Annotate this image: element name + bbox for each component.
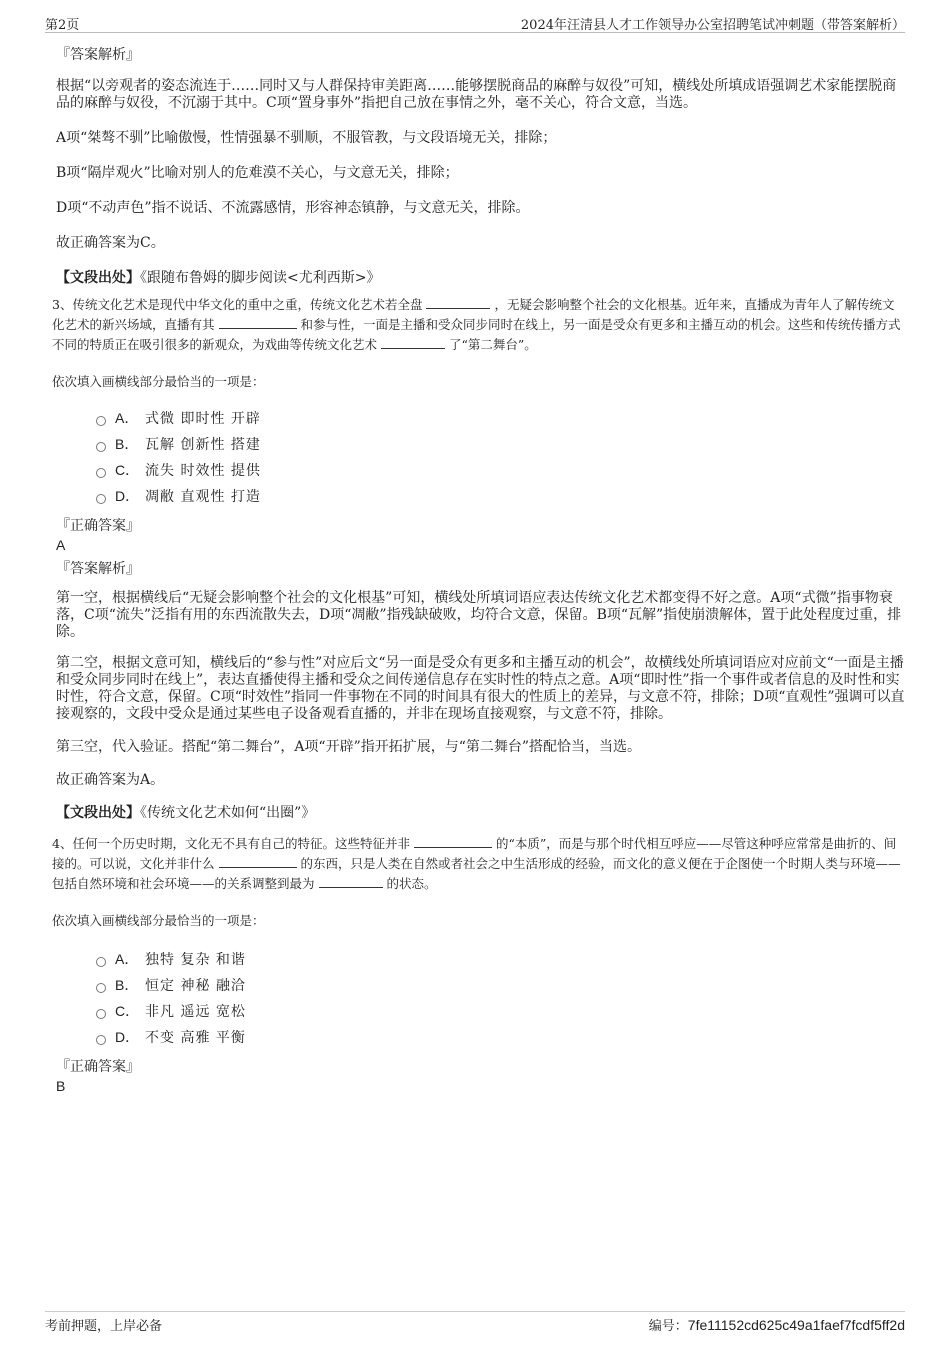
option-c[interactable] [96, 457, 905, 483]
option-b[interactable] [96, 972, 905, 998]
code-label: 编号： [648, 1319, 688, 1334]
question-4 [52, 834, 905, 1095]
option-key: B． [115, 436, 139, 452]
analysis-paragraph: 故正确答案为A。 [56, 772, 165, 788]
fill-blank [219, 316, 297, 329]
correct-answer-heading: 『正确答案』 [56, 1059, 140, 1075]
stem-text: 的“本质”，而是与那个时代相互呼应——尽管这种呼应常常是曲折的、间接的。可以说，文化并非什么 [52, 836, 897, 871]
radio-icon[interactable] [96, 957, 106, 967]
source-line [56, 805, 905, 822]
analysis-paragraph: A项“桀骜不驯”比喻傲慢，性情强暴不驯顺，不服管教，与文段语境无关，排除； [56, 130, 557, 146]
source-line [56, 270, 905, 287]
question-2-analysis [56, 44, 905, 287]
code-value: 7fe11152cd625c49a1faef7fcdf5ff2d [687, 1317, 905, 1333]
page-header [45, 12, 905, 33]
option-d[interactable] [96, 483, 905, 509]
radio-icon[interactable] [96, 983, 106, 993]
page-footer [45, 1311, 905, 1334]
option-a[interactable] [96, 946, 905, 972]
fill-blank [219, 855, 297, 868]
option-b[interactable] [96, 431, 905, 457]
document-title: 2024年汪清县人才工作领导办公室招聘笔试冲刺题（带答案解析） [520, 18, 905, 33]
fill-blank [381, 336, 445, 349]
option-a[interactable] [96, 405, 905, 431]
analysis-heading: 『答案解析』 [56, 561, 140, 577]
option-key: A． [115, 410, 139, 426]
radio-icon[interactable] [96, 416, 106, 426]
option-key: B． [115, 977, 139, 993]
analysis-heading: 『答案解析』 [56, 47, 140, 63]
source-text: 《传统文化艺术如何“出圈”》 [140, 805, 316, 821]
radio-icon[interactable] [96, 468, 106, 478]
question-prompt: 依次填入画横线部分最恰当的一项是： [52, 913, 265, 928]
question-stem [52, 295, 905, 355]
correct-answer: A [56, 537, 66, 553]
fill-blank [414, 835, 492, 848]
option-text: 恒定 神秘 融洽 [145, 978, 246, 994]
option-text: 独特 复杂 和谐 [145, 952, 246, 968]
analysis-paragraph: 故正确答案为C。 [56, 235, 165, 251]
radio-icon[interactable] [96, 494, 106, 504]
stem-text: ，无疑会影响整个社会的文化根基。近年来，直播成为青年人了解传统文化艺术的新兴场域，直播有其 [52, 297, 895, 332]
source-text: 《跟随布鲁姆的脚步阅读<尤利西斯>》 [140, 270, 381, 286]
option-key: D． [115, 1029, 140, 1045]
option-text: 流失 时效性 提供 [145, 463, 261, 479]
radio-icon[interactable] [96, 442, 106, 452]
option-list [96, 946, 905, 1050]
page-content [52, 44, 905, 1095]
option-key: C． [115, 1003, 140, 1019]
footer-slogan: 考前押题，上岸必备 [45, 1319, 163, 1334]
analysis-paragraph: 第三空，代入验证。搭配“第二舞台”，A项“开辟”指开拓扩展，与“第二舞台”搭配恰当，当选。 [56, 739, 642, 755]
option-text: 式微 即时性 开辟 [145, 411, 261, 427]
fill-blank [319, 875, 383, 888]
correct-answer: B [56, 1078, 66, 1094]
option-c[interactable] [96, 998, 905, 1024]
stem-text: 的东西，只是人类在自然或者社会之中生活形成的经验，而文化的意义便在于企图使一个时期人类与环境——包括自然环境和社会环境——的关系调整到最为 [52, 856, 901, 891]
analysis-paragraph: 第二空，根据文意可知，横线后的“参与性”对应后文“另一面是受众有更多和主播互动的机会”，故横线处所填词语应对应前文“一面是主播和受众同步同时在线上”，表达直播使得主播和受众之间传递信息存在实时性的特点之意。A项“即时性”指一个事件或者信息的及时性和实时性，符合文意，保留。C项“时效性”指同一件事物在不同的时间具有很大的性质上的差异，与文意不符，排除；D项“直观性”强调可以直接观察的，文段中受众是通过某些电子设备观看直播的，并非在现场直接观察，与文意不符，排除。 [56, 655, 905, 722]
option-text: 凋敝 直观性 打造 [145, 489, 261, 505]
stem-text: 了“第二舞台”。 [449, 337, 537, 352]
question-3 [52, 295, 905, 822]
question-stem [52, 834, 905, 894]
correct-answer-heading: 『正确答案』 [56, 518, 140, 534]
option-key: D． [115, 488, 140, 504]
analysis-paragraph: B项“隔岸观火”比喻对别人的危难漠不关心，与文意无关，排除； [56, 165, 459, 181]
fill-blank [426, 296, 490, 309]
option-text: 非凡 遥远 宽松 [145, 1004, 246, 1020]
page-number: 第2页 [45, 18, 80, 33]
radio-icon[interactable] [96, 1035, 106, 1045]
stem-text: 和参与性，一面是主播和受众同步同时在线上，另一面是受众有更多和主播互动的机会。这些和传统传播方式不同的特质正在吸引很多的新观众，为戏曲等传统文化艺术 [52, 317, 901, 352]
stem-text: 3、传统文化艺术是现代中华文化的重中之重，传统文化艺术若全盘 [52, 297, 423, 312]
analysis-paragraph: 根据“以旁观者的姿态流连于……同时又与人群保持审美距离……能够摆脱商品的麻醉与奴役”可知，横线处所填成语强调艺术家能摆脱商品的麻醉与奴役，不沉溺于其中。C项“置身事外”指把自己放在事情之外，毫不关心，符合文意，当选。 [56, 78, 897, 111]
radio-icon[interactable] [96, 1009, 106, 1019]
stem-text: 4、任何一个历史时期，文化无不具有自己的特征。这些特征并非 [52, 836, 410, 851]
source-label: 【文段出处】 [56, 805, 140, 821]
stem-text: 的状态。 [386, 876, 437, 891]
option-list [96, 405, 905, 509]
option-d[interactable] [96, 1024, 905, 1050]
document-code [649, 1315, 905, 1334]
question-prompt: 依次填入画横线部分最恰当的一项是： [52, 374, 265, 389]
option-text: 瓦解 创新性 搭建 [145, 437, 261, 453]
analysis-paragraph: D项“不动声色”指不说话、不流露感情，形容神态镇静，与文意无关，排除。 [56, 200, 530, 216]
source-label: 【文段出处】 [56, 270, 140, 286]
option-key: A． [115, 951, 139, 967]
option-key: C． [115, 462, 140, 478]
analysis-paragraph: 第一空，根据横线后“无疑会影响整个社会的文化根基”可知，横线处所填词语应表达传统文化艺术都变得不好之意。A项“式微”指事物衰落，C项“流失”泛指有用的东西流散失去，D项“凋敝”指残缺破败，均符合文意，保留。B项“瓦解”指使崩溃解体，置于此处程度过重，排除。 [56, 590, 902, 640]
option-text: 不变 高雅 平衡 [145, 1030, 246, 1046]
